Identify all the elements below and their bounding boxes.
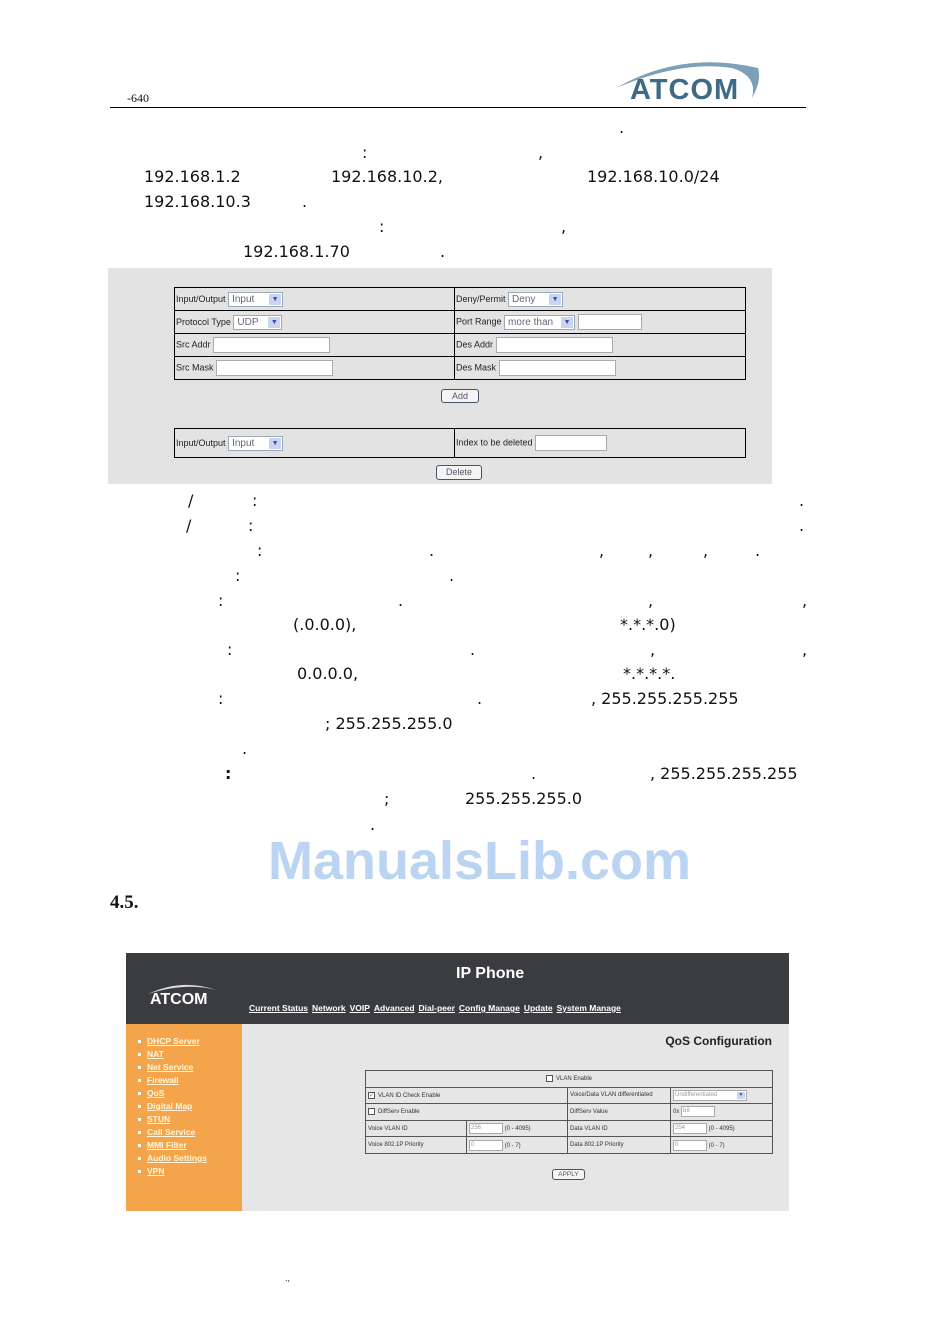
page-reference: -640	[127, 91, 149, 105]
select-value: Undifferentiated	[675, 1091, 718, 1098]
sidebar-item-nat[interactable]: NAT	[138, 1049, 164, 1059]
field-label: Index to be deleted	[456, 437, 533, 448]
chevron-down-icon: ▼	[269, 294, 281, 305]
text-fragment: :	[252, 491, 258, 510]
logo-text: ATCOM	[630, 74, 740, 106]
page-title: QoS Configuration	[665, 1034, 772, 1048]
ip-text: 192.168.10.2,	[331, 167, 443, 186]
text-fragment: :	[248, 516, 254, 535]
field-label: Input/Output	[176, 437, 226, 448]
field-label: Voice 802.1P Priority	[366, 1137, 467, 1154]
text-fragment: /	[186, 516, 192, 535]
select-value: Deny	[512, 293, 536, 305]
sidebar-item-mmi-filter[interactable]: MMI Filter	[138, 1140, 187, 1150]
field-label: Src Mask	[176, 362, 214, 373]
chevron-down-icon: ▼	[549, 294, 561, 305]
chevron-down-icon: ▼	[738, 1091, 744, 1098]
sidebar-item-firewall[interactable]: Firewall	[138, 1075, 179, 1085]
ip-text: 192.168.10.0/24	[587, 167, 720, 186]
text-fragment: :	[218, 591, 224, 610]
ip-text: 0.0.0.0,	[297, 664, 359, 683]
nav-dial-peer[interactable]: Dial-peer	[418, 1003, 455, 1013]
text-fragment: .	[440, 242, 446, 261]
text-fragment: .	[470, 640, 476, 659]
atcom-logo	[612, 56, 762, 106]
qos-screenshot	[126, 953, 789, 1211]
nav-voip[interactable]: VOIP	[349, 1003, 370, 1013]
text-fragment: .	[429, 541, 435, 560]
nav-system-manage[interactable]: System Manage	[556, 1003, 621, 1013]
nav-advanced[interactable]: Advanced	[373, 1003, 415, 1013]
mask-text: 255.255.255.0	[465, 789, 583, 808]
footer-mark: .,	[285, 1274, 291, 1283]
field-label: Voice/Data VLAN differentiated	[568, 1087, 671, 1104]
qos-table	[365, 1070, 773, 1154]
text-fragment: ,	[561, 217, 567, 236]
nav-update[interactable]: Update	[523, 1003, 553, 1013]
diffserv-value-input[interactable]: b8	[681, 1106, 715, 1117]
des-addr-input[interactable]	[496, 337, 613, 353]
range-hint: (0 - 7)	[504, 1142, 521, 1149]
text-fragment: .	[799, 491, 805, 510]
index-input[interactable]	[535, 435, 607, 451]
range-hint: (0 - 7)	[708, 1142, 725, 1149]
section-heading: 4.5.	[110, 892, 139, 913]
chevron-down-icon: ▼	[268, 317, 280, 328]
field-label: Src Addr	[176, 339, 211, 350]
ip-text: (.0.0.0),	[293, 615, 357, 634]
vlan-id-check-checkbox[interactable]: ✓	[369, 1092, 375, 1099]
port-input[interactable]	[578, 314, 642, 330]
text-fragment: .	[799, 516, 805, 535]
mask-text: ; 255.255.255.0	[325, 714, 453, 733]
sidebar-item-digital-map[interactable]: Digital Map	[138, 1101, 192, 1111]
sidebar-item-stun[interactable]: STUN	[138, 1114, 170, 1124]
protocol-type-select[interactable]	[233, 315, 282, 330]
delete-rule-table	[174, 428, 746, 458]
text-fragment: .	[449, 566, 455, 585]
nav-config-manage[interactable]: Config Manage	[458, 1003, 520, 1013]
sidebar-item-net-service[interactable]: Net Service	[138, 1062, 193, 1072]
nav-current-status[interactable]: Current Status	[249, 1003, 309, 1013]
data-priority-input[interactable]: 0	[673, 1140, 707, 1151]
vlan-enable-checkbox[interactable]	[546, 1075, 553, 1082]
firewall-form-panel	[108, 268, 772, 484]
text-fragment: :	[257, 541, 263, 560]
select-value: Input	[232, 293, 255, 305]
text-fragment: ;	[384, 789, 390, 808]
field-label: Data VLAN ID	[568, 1120, 671, 1137]
ip-text: *.*.*.0)	[620, 615, 676, 634]
delete-input-output-select[interactable]	[228, 436, 283, 451]
mask-text: , 255.255.255.255	[591, 689, 739, 708]
field-label: Data 802.1P Priority	[568, 1137, 671, 1154]
text-fragment: ,	[599, 541, 605, 560]
text-fragment: .	[619, 118, 625, 137]
delete-button[interactable]: Delete	[436, 465, 482, 480]
diffserv-enable-checkbox[interactable]	[368, 1108, 375, 1115]
text-fragment: :	[362, 143, 368, 162]
text-fragment: ,	[802, 640, 808, 659]
text-fragment: ,	[703, 541, 709, 560]
select-value: more than	[508, 316, 554, 328]
field-label: Port Range	[456, 316, 502, 327]
sidebar	[126, 1024, 242, 1211]
sidebar-item-audio-settings[interactable]: Audio Settings	[138, 1153, 207, 1163]
voice-priority-input[interactable]: 0	[469, 1140, 503, 1151]
field-label: Des Mask	[456, 362, 497, 373]
apply-button[interactable]: APPLY	[552, 1169, 585, 1180]
text-fragment: :	[379, 217, 385, 236]
top-nav	[249, 1003, 625, 1013]
field-label: VLAN ID Check Enable	[378, 1092, 441, 1099]
header-rule	[110, 107, 806, 108]
src-mask-input[interactable]	[216, 360, 333, 376]
text-fragment: :	[235, 566, 241, 585]
range-hint: (0 - 4095)	[708, 1126, 735, 1133]
logo-text: ATCOM	[150, 991, 208, 1008]
text-fragment: /	[188, 491, 194, 510]
data-vlan-input[interactable]: 254	[673, 1123, 707, 1134]
src-addr-input[interactable]	[213, 337, 330, 353]
text-fragment: ,	[648, 541, 654, 560]
text-fragment: .	[398, 591, 404, 610]
input-output-select[interactable]	[228, 292, 283, 307]
text-fragment: .	[302, 192, 308, 211]
text-fragment: .	[242, 739, 248, 758]
text-fragment: ,	[538, 143, 544, 162]
field-label: DiffServ Value	[568, 1104, 671, 1121]
port-range-select[interactable]	[504, 315, 575, 330]
text-fragment: ,	[650, 640, 656, 659]
text-fragment: .	[755, 541, 761, 560]
hex-prefix: 0x	[673, 1109, 680, 1116]
ip-text: 192.168.1.70	[243, 242, 350, 261]
text-fragment: .	[477, 689, 483, 708]
chevron-down-icon: ▼	[561, 317, 573, 328]
field-label: Input/Output	[176, 293, 226, 304]
field-label: DiffServ Enable	[378, 1109, 420, 1116]
field-label: Protocol Type	[176, 316, 231, 327]
select-value: UDP	[237, 316, 259, 328]
sidebar-item-call-service[interactable]: Call Service	[138, 1127, 195, 1137]
text-fragment: ,	[648, 591, 654, 610]
field-label: VLAN Enable	[555, 1076, 593, 1083]
field-label: Deny/Permit	[456, 293, 506, 304]
sidebar-item-vpn[interactable]: VPN	[138, 1166, 164, 1176]
sidebar-item-dhcp-server[interactable]: DHCP Server	[138, 1036, 200, 1046]
select-value: Input	[232, 437, 255, 449]
deny-permit-select[interactable]	[508, 292, 563, 307]
ip-text: 192.168.1.2	[144, 167, 241, 186]
text-fragment: :	[227, 640, 233, 659]
text-fragment: ,	[802, 591, 808, 610]
des-mask-input[interactable]	[499, 360, 616, 376]
mask-text: , 255.255.255.255	[650, 764, 798, 783]
field-label: Des Addr	[456, 339, 494, 350]
chevron-down-icon: ▼	[269, 438, 281, 449]
ip-text: *.*.*.*.	[623, 664, 676, 683]
field-label: Voice VLAN ID	[366, 1120, 467, 1137]
nav-network[interactable]: Network	[312, 1003, 346, 1013]
voice-data-select[interactable]	[673, 1090, 747, 1101]
add-button[interactable]: Add	[441, 389, 479, 403]
app-title: IP Phone	[456, 965, 525, 982]
text-fragment: .	[370, 815, 376, 834]
range-hint: (0 - 4095)	[504, 1126, 531, 1133]
sidebar-item-qos[interactable]: QoS	[138, 1088, 164, 1098]
text-fragment: :	[218, 689, 224, 708]
top-banner	[126, 953, 789, 1024]
watermark: ManualsLib.com	[268, 831, 692, 891]
firewall-rule-table	[174, 287, 746, 380]
text-fragment: :	[225, 764, 232, 783]
voice-vlan-input[interactable]: 256	[469, 1123, 503, 1134]
text-fragment: .	[531, 764, 537, 783]
ip-text: 192.168.10.3	[144, 192, 251, 211]
